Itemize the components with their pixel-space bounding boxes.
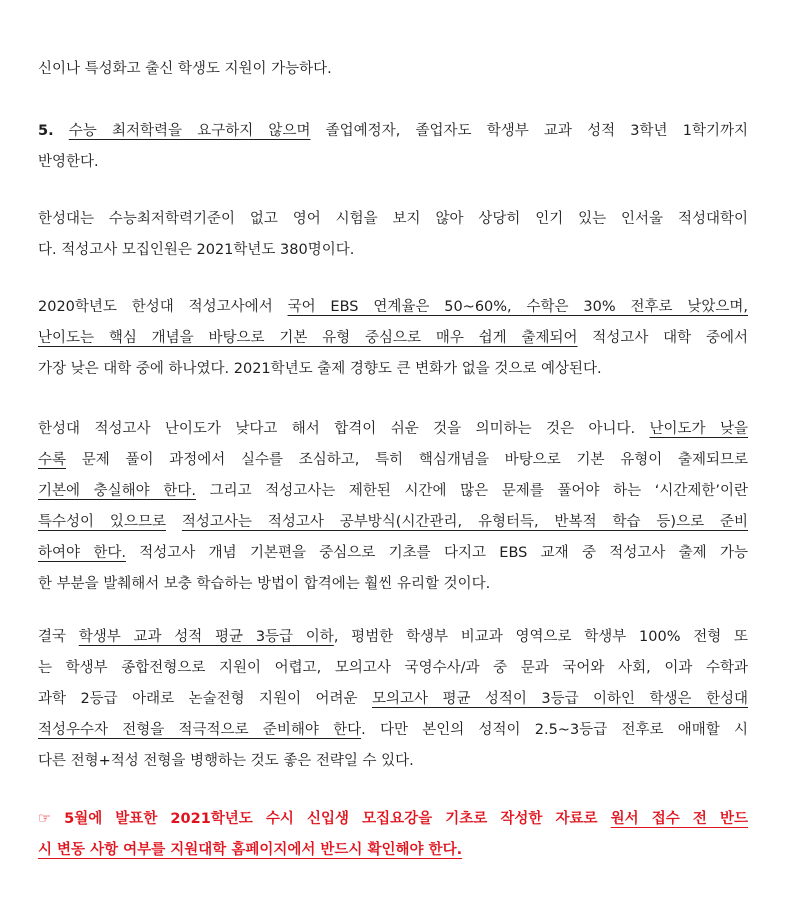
text-span: 그리고 적성고사는 제한된 시간에 많은 문제를 풀어야 하는 ‘시간제한’이란	[195, 483, 748, 499]
underlined-phrase: 적성우수자 전형을 적극적으로 준비해야 한다	[38, 722, 362, 738]
text-span: 5월에 발표한 2021학년도 수시 신입생 모집요강을 기초로 작성한 자료로	[51, 811, 611, 827]
text-span: 과학 2등급 아래로 논술전형 지원이 어려운	[38, 691, 372, 707]
text-line	[38, 445, 748, 476]
text-span: 적성고사 대학 중에서	[577, 330, 748, 346]
text-line: 반영한다.	[38, 154, 99, 170]
paragraph-intro-tail	[38, 54, 748, 85]
notice-paragraph	[38, 804, 748, 866]
underlined-phrase: 수능 최저학력을 요구하지 않으며	[68, 123, 311, 139]
underlined-phrase: 원서 접수 전 반드	[610, 811, 748, 827]
list-number: 5.	[38, 123, 54, 139]
paragraph-hansung-intro	[38, 204, 748, 266]
text-line	[38, 538, 748, 569]
text-span	[166, 514, 182, 530]
text-span: 적성고사 개념 기본편을 중심으로 기초를 다지고 EBS 교재 중 적성고사 출제 가능	[125, 545, 748, 561]
text-line: 는 학생부 종합전형으로 지원이 어렵고, 모의고사 국영수사/과 중 문과 국어와 사회, 이과 수학과	[38, 660, 748, 676]
text-line	[38, 835, 748, 866]
text-span: 한성대 적성고사 난이도가 낮다고 해서 합격이 쉬운 것을 의미하는 것은 아니다.	[38, 421, 650, 437]
text-span: 졸업예정자, 졸업자도 학생부 교과 성적 3학년 1학기까지	[310, 123, 748, 139]
text-line: 다른 전형+적성 전형을 병행하는 것도 좋은 전략일 수 있다.	[38, 753, 414, 769]
underlined-phrase: 적성고사는 적성고사 공부방식(시간관리, 유형터득, 반복적 학습 등)으로 준비	[181, 514, 749, 530]
underlined-phrase: 학생부 교과 성적 평균 3등급 이하	[78, 629, 334, 645]
text-line	[38, 804, 748, 835]
underlined-phrase: 난이도가 낮을	[649, 421, 748, 437]
text-span: , 평범한 학생부 비교과 영역으로 학생부 100% 전형 또	[333, 629, 748, 645]
text-line	[38, 292, 748, 323]
paragraph-point-5	[38, 116, 748, 178]
text-line: 신이나 특성화고 출신 학생도 지원이 가능하다.	[38, 61, 332, 77]
underlined-phrase: 기본에 충실해야 한다.	[38, 483, 196, 499]
text-line	[38, 507, 748, 538]
paragraph-2020-exam	[38, 292, 748, 385]
text-span: 결국	[38, 629, 79, 645]
underlined-phrase: 시 변동 사항 여부를 지원대학 홈페이지에서 반드시 확인해야 한다.	[38, 842, 463, 858]
underlined-phrase: 하여야 한다.	[38, 545, 126, 561]
text-line	[38, 323, 748, 354]
text-span: 문제 풀이 과정에서 실수를 조심하고, 특히 핵심개념을 바탕으로 기본 유형이 출제되므로	[66, 452, 748, 468]
text-line	[38, 622, 748, 653]
paragraph-conclusion	[38, 622, 748, 777]
paragraph-difficulty	[38, 414, 748, 600]
pointing-hand-icon: ☞	[38, 811, 51, 827]
text-line	[38, 684, 748, 715]
text-line	[38, 414, 748, 445]
underlined-phrase: 특수성이 있으므로	[38, 514, 166, 530]
underlined-phrase: 모의고사 평균 성적이 3등급 이하인 학생은 한성대	[371, 691, 748, 707]
text-span: 2020학년도 한성대 적성고사에서	[38, 299, 288, 315]
text-line: 다. 적성고사 모집인원은 2021학년도 380명이다.	[38, 242, 355, 258]
text-line: 가장 낮은 대학 중에 하나였다. 2021학년도 출제 경향도 큰 변화가 없을 것으로 예상된다.	[38, 361, 602, 377]
underlined-phrase: 국어 EBS 연계율은 50~60%, 수학은 30% 전후로 낮았으며,	[287, 299, 748, 315]
text-line: 한성대는 수능최저학력기준이 없고 영어 시험을 보지 않아 상당히 인기 있는 인서울 적성대학이	[38, 211, 748, 227]
text-line	[38, 476, 748, 507]
text-line	[38, 116, 748, 147]
underlined-phrase: 난이도는 핵심 개념을 바탕으로 기본 유형 중심으로 매우 쉽게 출제되어	[38, 330, 578, 346]
text-line: 한 부분을 발췌해서 보충 학습하는 방법이 합격에는 훨씬 유리할 것이다.	[38, 576, 491, 592]
text-line	[38, 715, 748, 746]
underlined-phrase: 수록	[38, 452, 67, 468]
text-span: . 다만 본인의 성적이 2.5~3등급 전후로 애매할 시	[361, 722, 748, 738]
